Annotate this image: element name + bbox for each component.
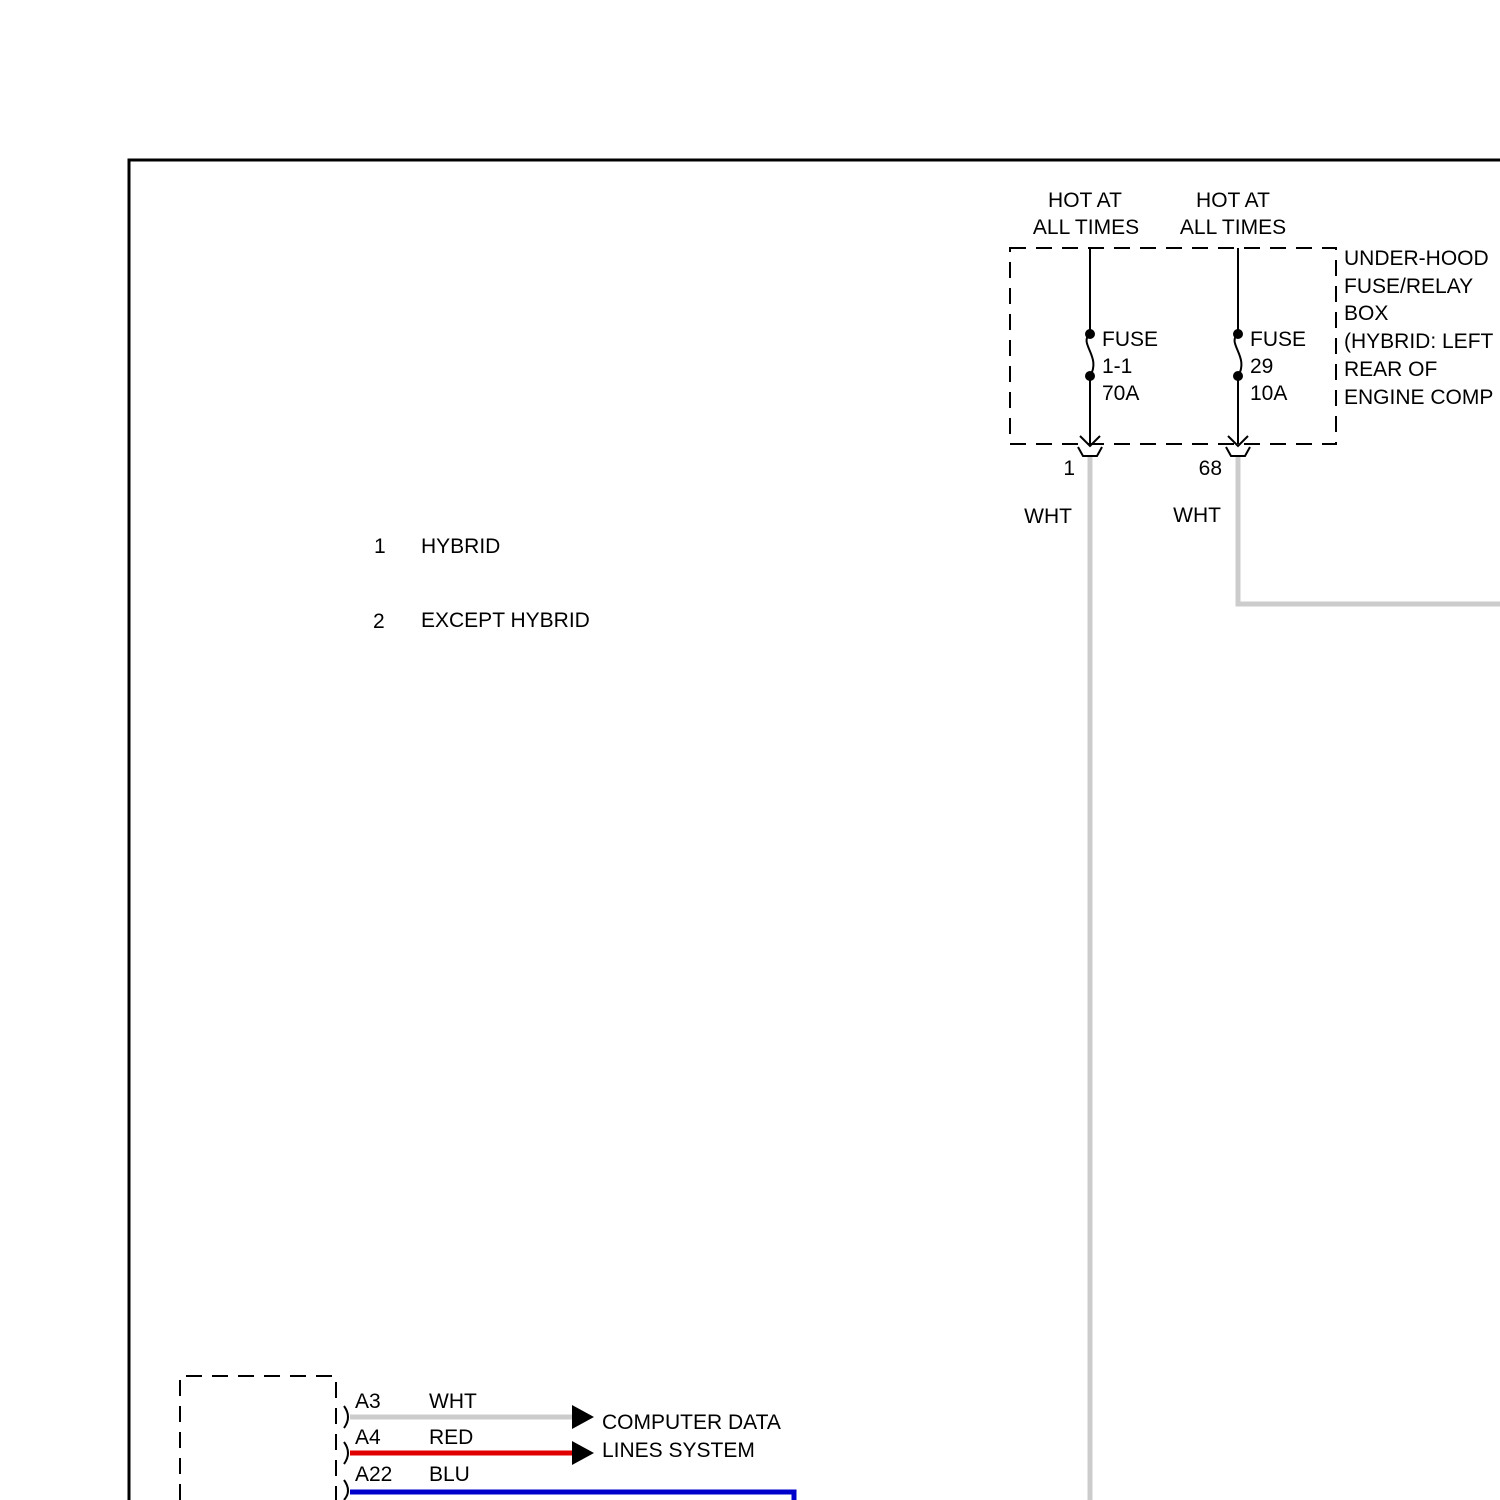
connector-wire-a4-color: RED	[429, 1426, 474, 1449]
legend-1-text: HYBRID	[421, 535, 501, 558]
arrow-a3-icon	[572, 1405, 594, 1429]
connector-pin-a22: A22	[355, 1463, 393, 1486]
fuse-1-1-label-line2: 1-1	[1102, 355, 1133, 378]
page-frame	[129, 160, 1500, 1500]
fuse-29-wire-color: WHT	[1173, 504, 1221, 527]
connector-pin-a4: A4	[355, 1426, 381, 1449]
wire-wht-fuse-29	[1238, 457, 1500, 604]
fuse-box-label-line6: ENGINE COMP	[1344, 386, 1494, 409]
fuse-box-label-line2: FUSE/RELAY	[1344, 275, 1474, 298]
fuse-box-label-line1: UNDER-HOOD	[1344, 247, 1489, 270]
fuse-box-label-line5: REAR OF	[1344, 358, 1438, 381]
arrow-a4-icon	[572, 1441, 594, 1465]
fuse-box-label-line4: (HYBRID: LEFT	[1344, 330, 1494, 353]
fuse-29-label-line2: 29	[1250, 355, 1274, 378]
feed-label-left-line2: ALL TIMES	[1032, 216, 1140, 239]
fuse-29-label-line3: 10A	[1250, 382, 1288, 405]
fuse-box-label-line3: BOX	[1344, 302, 1389, 325]
destination-label-line2: LINES SYSTEM	[602, 1439, 755, 1462]
fuse-1-1-wire-color: WHT	[1024, 505, 1072, 528]
connector-pin-a3-symbol	[344, 1406, 348, 1428]
fuse-1-1-symbol	[1078, 248, 1102, 456]
fuse-1-1-label-line1: FUSE	[1102, 328, 1159, 351]
connector-wire-a3-color: WHT	[429, 1390, 477, 1413]
legend-2-number: 2	[373, 610, 385, 633]
connector-component-outline	[180, 1376, 336, 1500]
fuse-1-1-pin: 1	[1063, 457, 1075, 480]
connector-pin-a3: A3	[355, 1390, 381, 1413]
fuse-29-label-line1: FUSE	[1250, 328, 1307, 351]
feed-label-right-line1: HOT AT	[1196, 189, 1270, 212]
connector-wire-a22-color: BLU	[429, 1463, 470, 1486]
fuse-1-1-label-line3: 70A	[1102, 382, 1140, 405]
wire-blu-a22	[350, 1492, 794, 1500]
feed-label-right-line2: ALL TIMES	[1179, 216, 1287, 239]
fuse-29-symbol	[1226, 248, 1250, 456]
legend-2-text: EXCEPT HYBRID	[421, 609, 590, 632]
fuse-29-pin: 68	[1198, 457, 1222, 480]
feed-label-left-line1: HOT AT	[1048, 189, 1122, 212]
legend-1-number: 1	[374, 535, 386, 558]
destination-label-line1: COMPUTER DATA	[602, 1411, 781, 1434]
connector-pin-a4-symbol	[344, 1442, 348, 1464]
connector-pin-a22-symbol	[344, 1480, 348, 1500]
